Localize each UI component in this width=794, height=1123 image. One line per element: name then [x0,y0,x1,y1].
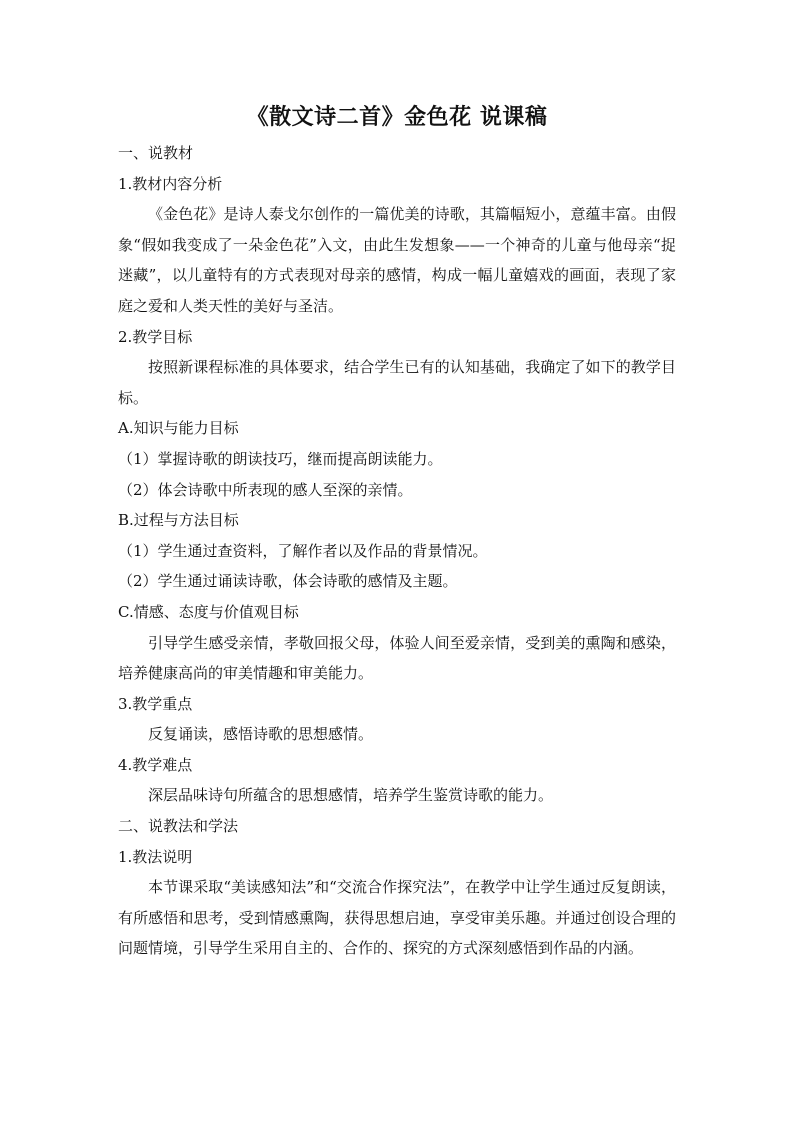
goal-item: （2）体会诗歌中所表现的感人至深的亲情。 [118,480,413,499]
subheading-teaching-method: 1.教法说明 [118,847,193,866]
paragraph-difficulties: 深层品味诗句所蕴含的思想感情，培养学生鉴赏诗歌的能力。 [148,786,554,805]
subheading-content-analysis: 1.教材内容分析 [118,174,223,193]
section-heading-methods: 二、说教法和学法 [118,817,239,836]
goal-item: （2）学生通过诵读诗歌，体会诗歌的感情及主题。 [118,572,458,591]
goal-heading-process: B.过程与方法目标 [118,511,239,530]
subheading-difficulties: 4.教学难点 [118,755,193,774]
goal-item: （1）学生通过查资料，了解作者以及作品的背景情况。 [118,541,488,560]
paragraph-teaching-method: 本节课采取“美读感知法”和“交流合作探究法”，在教学中让学生通过反复朗读，有所感悟和思考，受到情感熏陶，获得思想启迪，享受审美乐趣。并通过创设合理的问题情境，引导学生采用自主的、合作的、探究的方式深刻感悟到作品的内涵。 [118,878,676,958]
goal-heading-emotion: C.情感、态度与价值观目标 [118,602,299,621]
paragraph-content-analysis: 《金色花》是诗人泰戈尔创作的一篇优美的诗歌，其篇幅短小，意蕴丰富。由假象“假如我变成了一朵金色花”入文，由此生发想象——一个神奇的儿童与他母亲“捉迷藏”，以儿童特有的方式表现对母亲的感情，构成一幅儿童嬉戏的画面，表现了家庭之爱和人类天性的美好与圣洁。 [118,205,676,315]
document-page [118,100,676,964]
paragraph-emotion-goal: 引导学生感受亲情，孝敬回报父母，体验人间至爱亲情，受到美的熏陶和感染，培养健康高尚的审美情趣和审美能力。 [118,633,676,683]
paragraph-teaching-goals: 按照新课程标准的具体要求，结合学生已有的认知基础，我确定了如下的教学目标。 [118,358,676,407]
subheading-key-points: 3.教学重点 [118,694,193,713]
document-title: 《散文诗二首》金色花 说课稿 [246,104,548,130]
subheading-teaching-goals: 2.教学目标 [118,327,193,346]
goal-heading-knowledge: A.知识与能力目标 [118,419,239,438]
paragraph-key-points: 反复诵读，感悟诗歌的思想感情。 [148,725,374,744]
section-heading-textbook: 一、说教材 [118,144,194,162]
goal-item: （1）掌握诗歌的朗读技巧，继而提高朗读能力。 [118,449,443,468]
